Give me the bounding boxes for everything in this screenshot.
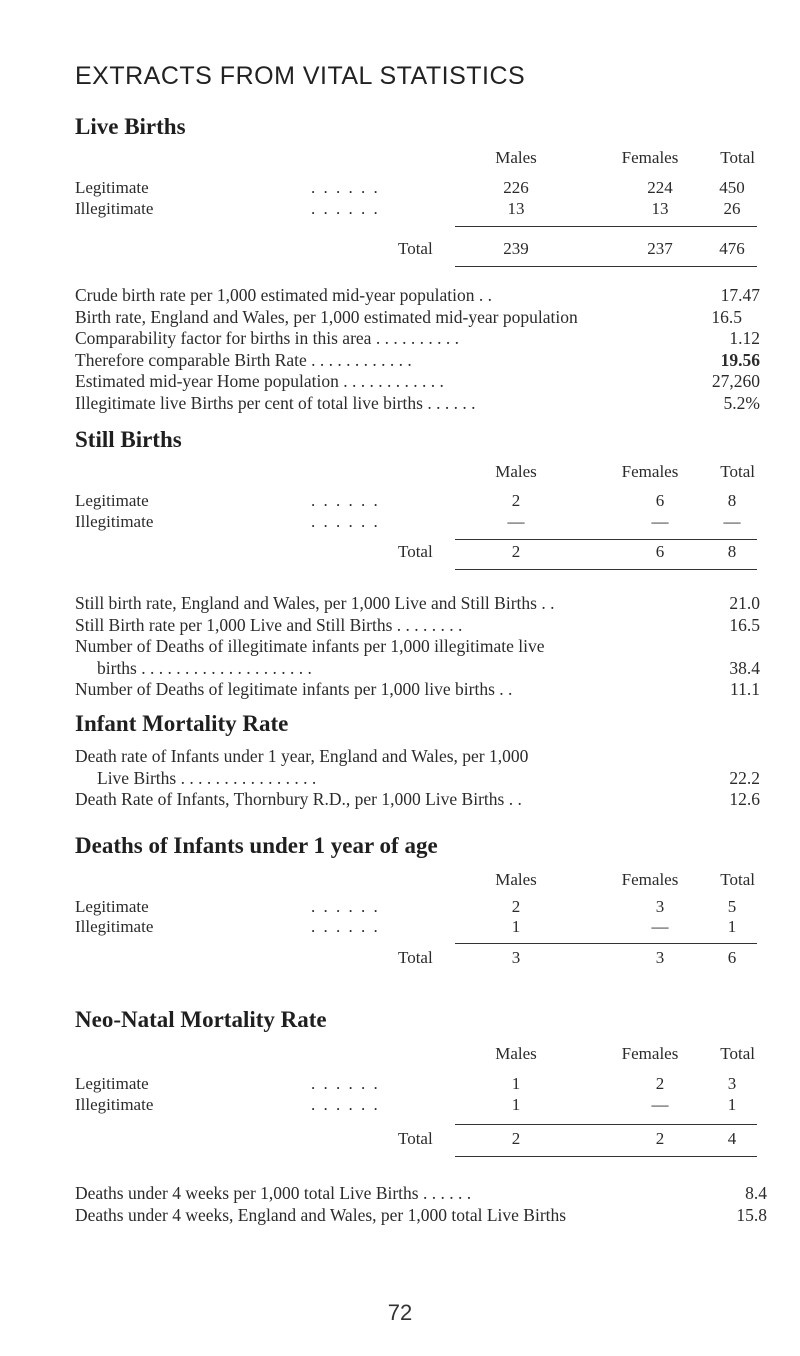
stat-row xyxy=(75,328,760,350)
stat-row xyxy=(75,658,760,680)
still-births-table xyxy=(75,462,755,582)
live-births-stats xyxy=(75,285,760,414)
cell-females: 13 xyxy=(651,199,669,218)
total-label: Total xyxy=(398,1129,433,1148)
cell-females: 6 xyxy=(655,491,665,510)
stat-row xyxy=(75,746,760,768)
cell-males: — xyxy=(507,512,525,531)
sum-rule xyxy=(455,539,757,540)
neo-natal-table xyxy=(75,1044,755,1174)
total-females: 3 xyxy=(655,948,665,967)
row-label: Illegitimate xyxy=(75,512,154,531)
cell-females: 3 xyxy=(655,897,665,916)
col-total: Total xyxy=(720,462,755,481)
stat-row xyxy=(75,768,760,790)
row-leader: . . . . . . xyxy=(311,178,380,197)
sum-rule xyxy=(455,943,757,944)
cell-females: 2 xyxy=(655,1074,665,1093)
infant-mortality-stats xyxy=(75,746,760,811)
row-leader: . . . . . . xyxy=(311,897,380,916)
stat-value: 21.0 xyxy=(729,593,760,613)
stat-text: births . . . . . . . . . . . . . . . . . . . . xyxy=(97,657,312,678)
col-females: Females xyxy=(621,1044,679,1063)
row-label: Legitimate xyxy=(75,491,149,510)
row-leader: . . . . . . xyxy=(311,199,380,218)
row-label: Legitimate xyxy=(75,897,149,916)
cell-females: 224 xyxy=(647,178,673,197)
stat-value: 17.47 xyxy=(720,285,760,305)
row-label: Legitimate xyxy=(75,1074,149,1093)
cell-males: 13 xyxy=(507,199,525,218)
total-label: Total xyxy=(398,542,433,561)
stat-value: 12.6 xyxy=(729,789,760,809)
live-births-table xyxy=(75,148,755,268)
stat-text: Birth rate, England and Wales, per 1,000 estimated mid-year population xyxy=(75,306,578,327)
cell-females: — xyxy=(651,917,669,936)
cell-males: 1 xyxy=(511,1074,521,1093)
stat-value: 1.12 xyxy=(729,328,760,348)
row-leader: . . . . . . xyxy=(311,1074,380,1093)
cell-total: — xyxy=(723,512,741,531)
stat-value: 16.5 xyxy=(711,306,742,327)
col-females: Females xyxy=(621,462,679,481)
stat-text: Number of Deaths of illegitimate infants per 1,000 illegitimate live xyxy=(75,636,545,656)
total-label: Total xyxy=(398,239,433,258)
col-total: Total xyxy=(720,870,755,889)
cell-males: 1 xyxy=(511,917,521,936)
col-males: Males xyxy=(495,870,537,889)
row-label: Illegitimate xyxy=(75,917,154,936)
total-males: 2 xyxy=(511,1129,521,1148)
total-total: 6 xyxy=(727,948,737,967)
col-total: Total xyxy=(720,1044,755,1063)
cell-total: 5 xyxy=(727,897,737,916)
total-males: 2 xyxy=(511,542,521,561)
stat-text: Estimated mid-year Home population . . . . . . . . . . . . xyxy=(75,371,444,391)
cell-males: 2 xyxy=(511,897,521,916)
stat-text: Still birth rate, England and Wales, per 1,000 Live and Still Births . . xyxy=(75,593,555,613)
stat-value: 8.4 xyxy=(745,1183,767,1203)
still-births-heading: Still Births xyxy=(75,427,182,452)
cell-total: 3 xyxy=(727,1074,737,1093)
stat-text: Illegitimate live Births per cent of total live births . . . . . . xyxy=(75,392,476,413)
row-label: Illegitimate xyxy=(75,1095,154,1114)
stat-row xyxy=(75,615,760,637)
stat-text: Therefore comparable Birth Rate . . . . . . . . . . . . xyxy=(75,349,412,370)
total-label: Total xyxy=(398,948,433,967)
total-females: 2 xyxy=(655,1129,665,1148)
cell-total: 26 xyxy=(723,199,741,218)
stat-row xyxy=(75,307,760,329)
stat-row xyxy=(75,393,760,415)
stat-text: Live Births . . . . . . . . . . . . . . . . xyxy=(97,767,317,788)
total-females: 6 xyxy=(655,542,665,561)
col-females: Females xyxy=(621,870,679,889)
cell-females: — xyxy=(651,1095,669,1114)
stat-value: 5.2% xyxy=(723,392,760,413)
cell-males: 226 xyxy=(503,178,529,197)
infant-mortality-heading: Infant Mortality Rate xyxy=(75,711,289,736)
infant-deaths-heading: Deaths of Infants under 1 year of age xyxy=(75,833,438,858)
page-number: 72 xyxy=(387,1300,413,1325)
col-males: Males xyxy=(495,462,537,481)
cell-males: 2 xyxy=(511,491,521,510)
stat-row xyxy=(75,593,760,615)
neo-natal-stats xyxy=(75,1183,767,1226)
row-leader: . . . . . . xyxy=(311,512,380,531)
total-males: 3 xyxy=(511,948,521,967)
row-leader: . . . . . . xyxy=(311,1095,380,1114)
page-title: EXTRACTS FROM VITAL STATISTICS xyxy=(75,62,526,90)
stat-row xyxy=(75,371,760,393)
row-leader: . . . . . . xyxy=(311,491,380,510)
neo-natal-heading: Neo-Natal Mortality Rate xyxy=(75,1007,327,1032)
stat-text: Still Birth rate per 1,000 Live and Still Births . . . . . . . . xyxy=(75,614,463,635)
stat-value: 27,260 xyxy=(711,371,760,391)
stat-value: 19.56 xyxy=(720,349,760,370)
live-births-heading: Live Births xyxy=(75,114,186,139)
stat-value: 11.1 xyxy=(730,679,760,699)
stat-text: Comparability factor for births in this area . . . . . . . . . . xyxy=(75,328,459,348)
stat-text: Crude birth rate per 1,000 estimated mid-year population . . xyxy=(75,285,492,305)
row-label: Illegitimate xyxy=(75,199,154,218)
total-total: 476 xyxy=(719,239,745,258)
total-males: 239 xyxy=(503,239,529,258)
cell-males: 1 xyxy=(511,1095,521,1114)
col-females: Females xyxy=(621,148,679,167)
stat-row xyxy=(75,636,760,658)
total-females: 237 xyxy=(647,239,673,258)
total-rule xyxy=(455,1156,757,1157)
sum-rule xyxy=(455,1124,757,1125)
stat-text: Deaths under 4 weeks per 1,000 total Live Births . . . . . . xyxy=(75,1183,472,1203)
total-total: 8 xyxy=(727,542,737,561)
stat-text: Deaths under 4 weeks, England and Wales, per 1,000 total Live Births xyxy=(75,1204,567,1225)
stat-row xyxy=(75,350,760,372)
cell-total: 1 xyxy=(727,1095,737,1114)
stat-text: Death rate of Infants under 1 year, England and Wales, per 1,000 xyxy=(75,746,529,766)
total-rule xyxy=(455,569,757,570)
sum-rule xyxy=(455,226,757,227)
still-births-stats xyxy=(75,593,760,701)
row-label: Legitimate xyxy=(75,178,149,197)
cell-total: 450 xyxy=(719,178,745,197)
stat-text: Death Rate of Infants, Thornbury R.D., per 1,000 Live Births . . xyxy=(75,789,522,809)
stat-row xyxy=(75,679,760,701)
stat-row xyxy=(75,1183,767,1205)
stat-row xyxy=(75,789,760,811)
row-leader: . . . . . . xyxy=(311,917,380,936)
cell-females: — xyxy=(651,512,669,531)
stat-value: 16.5 xyxy=(729,614,760,635)
stat-value: 22.2 xyxy=(729,767,760,788)
cell-total: 8 xyxy=(727,491,737,510)
col-total: Total xyxy=(720,148,755,167)
infant-deaths-table xyxy=(75,870,755,980)
cell-total: 1 xyxy=(727,917,737,936)
stat-row xyxy=(75,1205,767,1227)
stat-text: Number of Deaths of legitimate infants per 1,000 live births . . xyxy=(75,679,513,699)
total-rule xyxy=(455,266,757,267)
stat-value: 15.8 xyxy=(736,1204,767,1225)
stat-value: 38.4 xyxy=(729,657,760,678)
col-males: Males xyxy=(495,148,537,167)
col-males: Males xyxy=(495,1044,537,1063)
total-total: 4 xyxy=(727,1129,737,1148)
stat-row xyxy=(75,285,760,307)
